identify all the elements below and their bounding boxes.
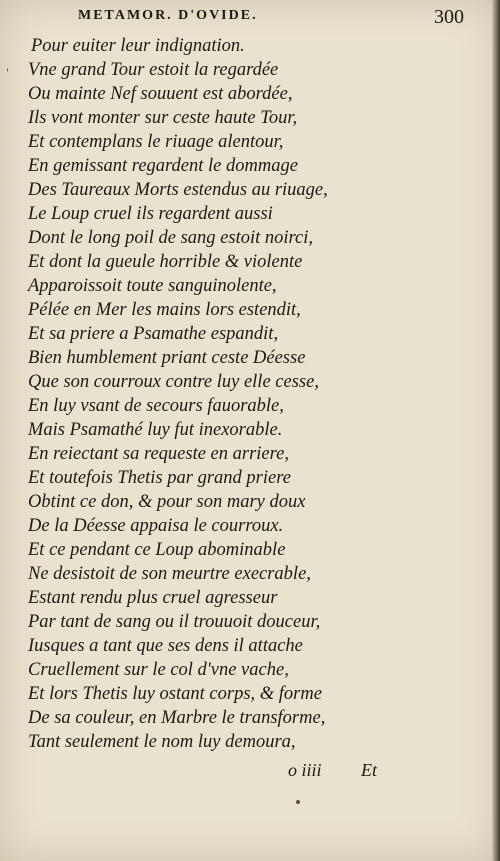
verse-line: Et contemplans le riuage alentour, bbox=[28, 132, 284, 152]
verse-line: De sa couleur, en Marbre le transforme, bbox=[28, 708, 326, 728]
verse-line: En luy vsant de secours fauorable, bbox=[28, 396, 284, 416]
verse-line: Pélée en Mer les mains lors estendit, bbox=[28, 300, 301, 320]
verse-line: Par tant de sang ou il trouuoit douceur, bbox=[28, 612, 321, 632]
verse-line: Et sa priere a Psamathe espandit, bbox=[28, 324, 279, 344]
catchword: Et bbox=[361, 760, 377, 780]
verse-line: Cruellement sur le col d'vne vache, bbox=[28, 660, 289, 680]
verse-line: Et lors Thetis luy ostant corps, & forme bbox=[28, 684, 322, 704]
verse-line: Iusques a tant que ses dens il attache bbox=[28, 636, 303, 656]
verse-line: Des Taureaux Morts estendus au riuage, bbox=[28, 180, 328, 200]
signature-mark: o iiii bbox=[288, 760, 322, 780]
verse-line: Estant rendu plus cruel agresseur bbox=[28, 588, 278, 608]
verse-line: En reiectant sa requeste en arriere, bbox=[28, 444, 289, 464]
page-number: 300 bbox=[434, 6, 464, 28]
running-head: METAMOR. D'OVIDE. bbox=[78, 8, 258, 23]
verse-line: Et ce pendant ce Loup abominable bbox=[28, 540, 286, 560]
verse-line: Apparoissoit toute sanguinolente, bbox=[28, 276, 277, 296]
verse-line: En gemissant regardent le dommage bbox=[28, 156, 298, 176]
verse-line: De la Déesse appaisa le courroux. bbox=[28, 516, 284, 536]
ink-spot bbox=[296, 800, 300, 804]
verse-line: Et toutefois Thetis par grand priere bbox=[28, 468, 291, 488]
verse-line: Ils vont monter sur ceste haute Tour, bbox=[28, 108, 298, 128]
verse-block bbox=[28, 34, 428, 754]
verse-line: Ne desistoit de son meurtre execrable, bbox=[28, 564, 311, 584]
verse-line: Et dont la gueule horrible & violente bbox=[28, 252, 303, 272]
verse-line: Bien humblement priant ceste Déesse bbox=[28, 348, 306, 368]
verse-line: Mais Psamathé luy fut inexorable. bbox=[28, 420, 283, 440]
verse-line: Dont le long poil de sang estoit noirci, bbox=[28, 228, 314, 248]
verse-line: Tant seulement le nom luy demoura, bbox=[28, 732, 296, 752]
verse-line: Pour euiter leur indignation. bbox=[31, 36, 245, 56]
margin-mark: ' bbox=[6, 68, 9, 79]
verse-line: Le Loup cruel ils regardent aussi bbox=[28, 204, 273, 224]
verse-line: Obtint ce don, & pour son mary doux bbox=[28, 492, 306, 512]
page-edge bbox=[492, 0, 500, 861]
verse-line: Vne grand Tour estoit la regardée bbox=[28, 60, 279, 80]
verse-line: Que son courroux contre luy elle cesse, bbox=[28, 372, 319, 392]
verse-line: Ou mainte Nef souuent est abordée, bbox=[28, 84, 293, 104]
